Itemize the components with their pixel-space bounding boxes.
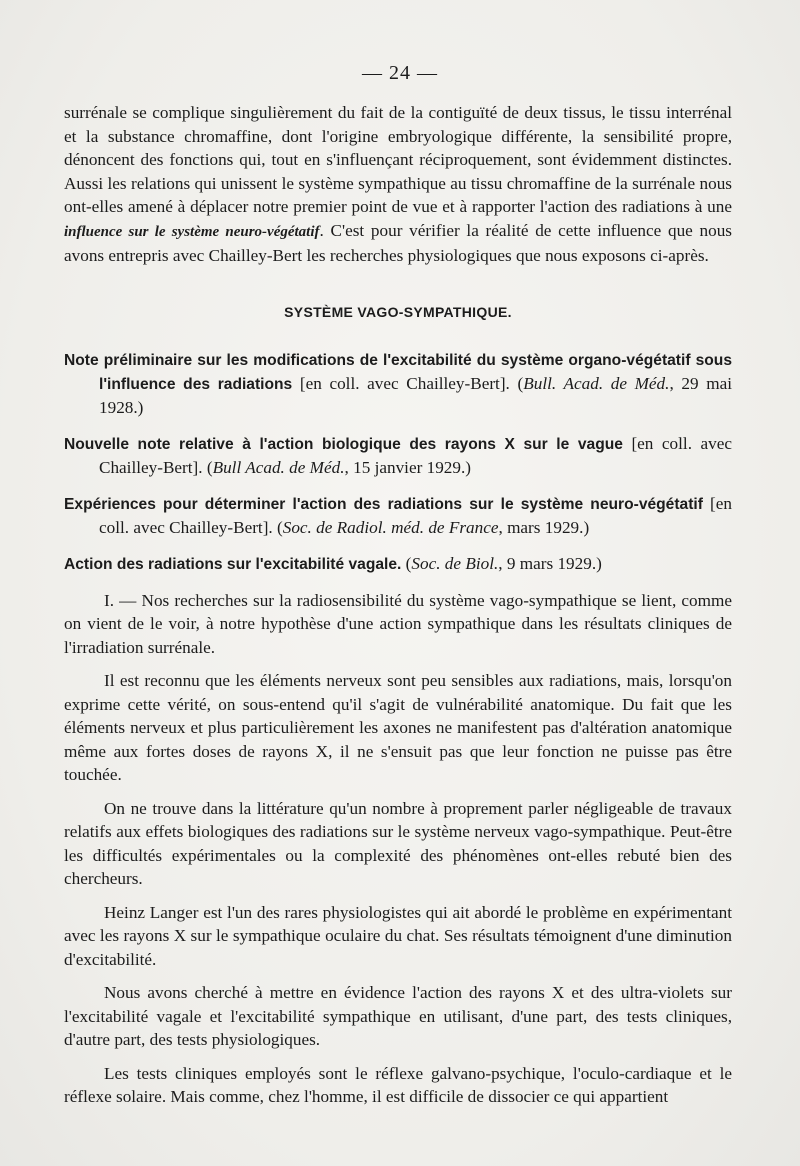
reference-journal: Soc. de Biol. bbox=[411, 553, 499, 573]
reference-item bbox=[64, 348, 732, 419]
reference-item bbox=[64, 492, 732, 539]
reference-date: , mars 1929.) bbox=[498, 517, 590, 537]
body-paragraph: On ne trouve dans la littérature qu'un nombre à proprement parler négligeable de travaux relatifs aux effets biologiques des radiations sur le système nerveux vago-sympathique. Peut-être les difficultés expérimentales ou la complexité des phénomènes ont-elles rebuté bien des chercheurs. bbox=[64, 798, 732, 888]
reference-item bbox=[64, 552, 732, 576]
reference-journal: Bull. Acad. de Méd. bbox=[523, 373, 670, 393]
reference-title: Action des radiations sur l'excitabilité vagale. bbox=[64, 555, 402, 573]
body-paragraph: Il est reconnu que les éléments nerveux sont peu sensibles aux radiations, mais, lorsqu'on exprime cette vérité, on sous-entend qu'il s'agit de vulnérabilité anatomique. Du fait que les éléments nerveux et plus particulièrement les axones ne manifestent pas d'altération anatomique même aux fortes doses de rayons X, il ne s'ensuit pas que leur fonction ne puisse pas être touchée. bbox=[64, 671, 732, 784]
intro-text: surrénale se complique singulièrement du fait de la contiguïté de deux tissus, le tissu interrénal et la substance chromaffine, dont l'origine embryologique différente, la sensibilité propre, dénoncent des fonctions qui, tout en s'influençant réciproquement, sont évidemment distinctes. Aussi les relations qui unissent le système sympathique au tissu chromaffine de la surrénale nous ont-elles amené à déplacer notre premier point de vue et à rapporter l'action des radiations à une bbox=[64, 103, 732, 216]
reference-date: , 29 mai 1928.) bbox=[99, 373, 732, 417]
reference-date: , 9 mars 1929.) bbox=[498, 553, 602, 573]
body-paragraph: I. — Nos recherches sur la radiosensibilité du système vago-sympathique se lient, comme on vient de le voir, à notre hypothèse d'une action sympathique dans les résultats cliniques de l'irradiation surrénale. bbox=[64, 590, 732, 657]
page-body bbox=[64, 101, 732, 1109]
reference-date: , 15 janvier 1929.) bbox=[344, 457, 471, 477]
body-paragraph: Nous avons cherché à mettre en évidence l'action des rayons X et des ultra-violets sur l'excitabilité vagale et l'excitabilité sympathique en utilisant, d'une part, des tests cliniques, d'autre part, des tests physiologiques. bbox=[64, 983, 732, 1049]
intro-emphasis: influence sur le système neuro-végétatif bbox=[64, 223, 320, 240]
reference-journal: Soc. de Radiol. méd. de France bbox=[282, 517, 499, 537]
reference-coauthor: [en coll. avec Chailley-Bert]. ( bbox=[292, 373, 524, 393]
body-paragraph: Les tests cliniques employés sont le réflexe galvano-psychique, l'oculo-cardiaque et le réflexe solaire. Mais comme, chez l'homme, il est difficile de dissocier ce qui appartient bbox=[64, 1063, 732, 1106]
reference-title: Expériences pour déterminer l'action des radiations sur le système neuro-végétatif bbox=[64, 495, 703, 513]
reference-title: Note préliminaire sur les modifications de l'excitabilité du système organo-végétatif sous l'influence des radiations bbox=[64, 351, 732, 393]
reference-coauthor: [en coll. avec Chailley-Bert]. ( bbox=[99, 493, 732, 537]
reference-item bbox=[64, 432, 732, 479]
reference-coauthor: [en coll. avec Chailley-Bert]. ( bbox=[99, 433, 732, 477]
body-paragraph: Heinz Langer est l'un des rares physiologistes qui ait abordé le problème en expérimentant avec les rayons X sur le sympathique oculaire du chat. Ses résultats témoignent d'une diminution d'excitabilité. bbox=[64, 902, 732, 969]
reference-journal: Bull Acad. de Méd. bbox=[212, 457, 345, 477]
intro-text-end: . C'est pour vérifier la réalité de cette influence que nous avons entrepris avec Chailley-Bert les recherches physiologiques que nous exposons ci-après. bbox=[64, 220, 732, 265]
intro-paragraph bbox=[64, 101, 732, 268]
reference-coauthor: ( bbox=[401, 553, 412, 573]
page-number: — 24 — bbox=[362, 62, 438, 84]
section-heading: SYSTÈME VAGO-SYMPATHIQUE. bbox=[284, 303, 512, 320]
reference-title: Nouvelle note relative à l'action biologique des rayons X sur le vague bbox=[64, 435, 623, 453]
